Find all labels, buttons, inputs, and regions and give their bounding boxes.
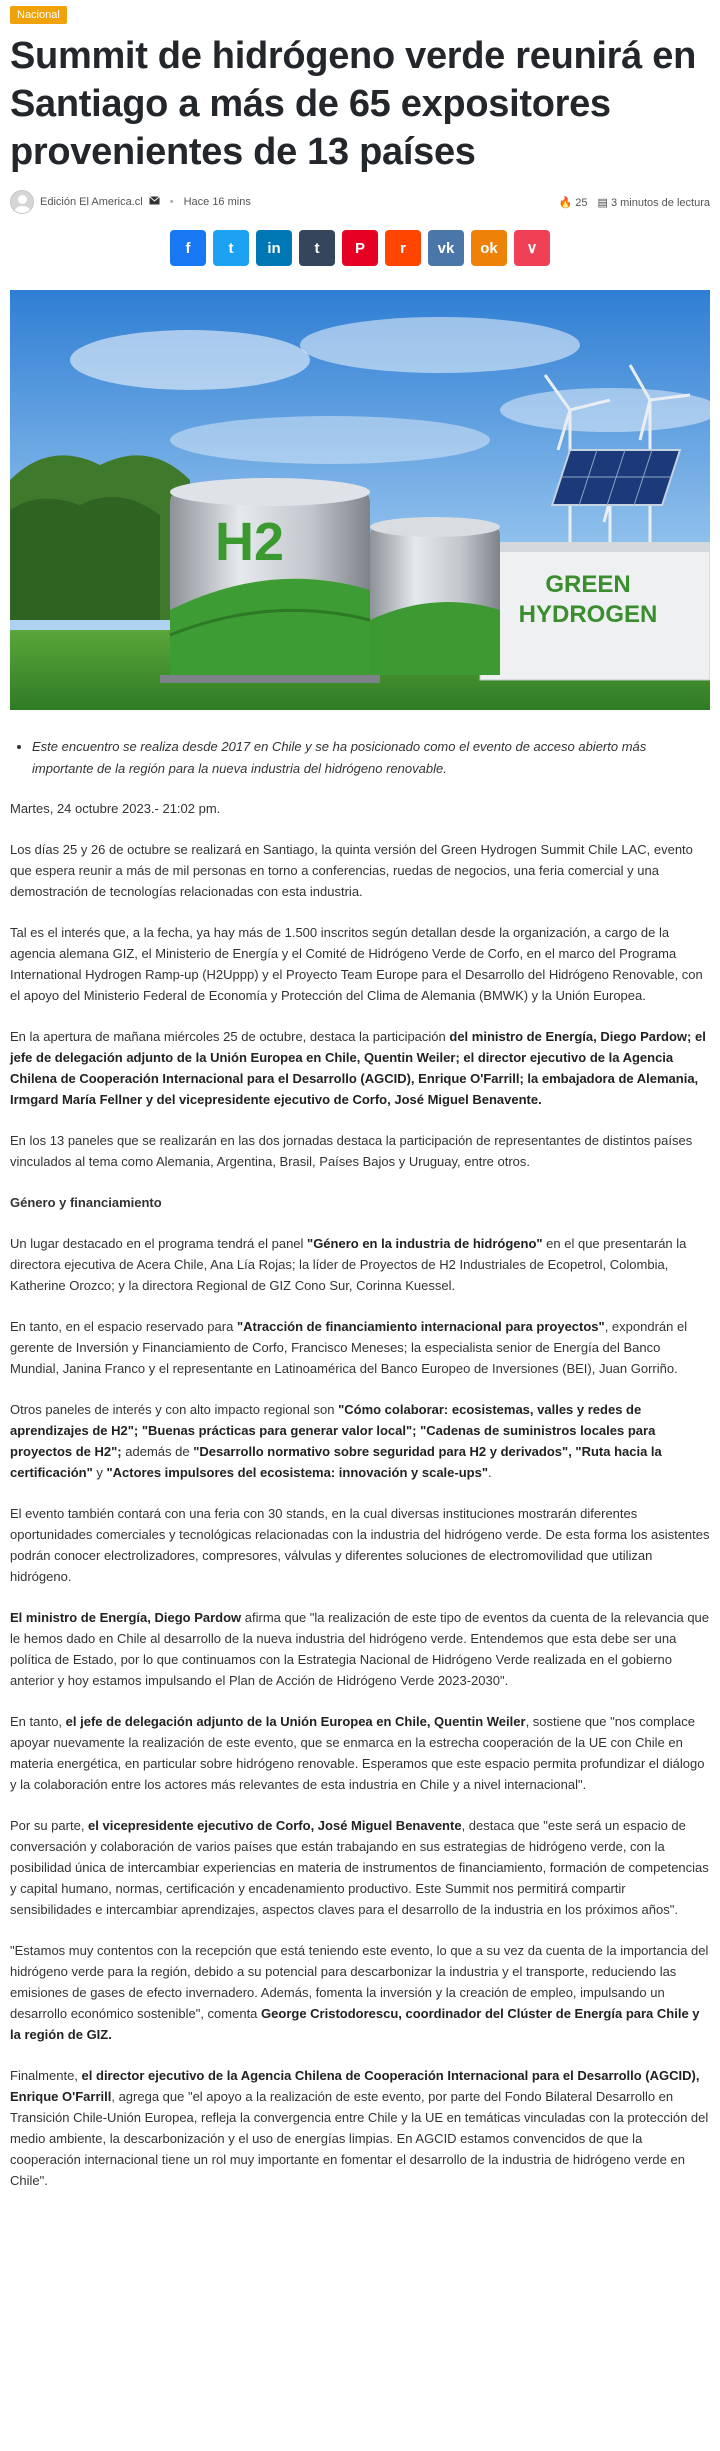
- text: , destaca que "este será un espacio de conversación y colaboración de varios países que están trabajando en sus estrategias de hidrógeno verde, con la posibilidad única de intercambiar experiencias en materia de instrumentos de financiamiento, formación de competencias y capital humano, normas, certificación y encadenamiento productivo. Este Summit nos permitirá compartir sensibilidades e intercambiar aprendizajes, aspectos claves para el desarrollo de la industria en los próximos años".: [10, 1818, 709, 1917]
- meta-right: [558, 196, 710, 209]
- pinterest-icon: P: [354, 239, 365, 257]
- linkedin-share-button[interactable]: [256, 230, 292, 266]
- text: además de: [121, 1444, 194, 1459]
- share-bar: [10, 230, 710, 266]
- facebook-share-button[interactable]: [170, 230, 206, 266]
- twitter-icon: t: [228, 239, 234, 257]
- article-meta: [10, 190, 710, 214]
- vk-share-button[interactable]: [428, 230, 464, 266]
- article-paragraph: [10, 1026, 710, 1110]
- article-paragraph: [10, 922, 710, 1006]
- article-date: Martes, 24 octubre 2023.- 21:02 pm.: [10, 801, 221, 816]
- bold-text: George Cristodorescu, coordinador del Clúster de Energía para Chile y la región de GIZ.: [10, 2006, 700, 2042]
- category-badge[interactable]: Nacional: [10, 6, 67, 24]
- read-time: [597, 196, 710, 209]
- text: En la apertura de mañana miércoles 25 de octubre, destaca la participación: [10, 1029, 450, 1044]
- article-paragraph: [10, 1233, 710, 1296]
- tumblr-icon: t: [314, 239, 320, 257]
- article-paragraph: [10, 1503, 710, 1587]
- text: En tanto,: [10, 1714, 66, 1729]
- text: El evento también contará con una feria con 30 stands, en la cual diversas instituciones mostrarán diferentes oportunidades comerciales y tecnológicas relacionadas con la industria del hidrógeno verde. De esta forma los asistentes podrán conocer electrolizadores, compresores, válvulas y diferentes soluciones de electromovilidad que utilizan hidrógeno.: [10, 1506, 710, 1584]
- text: Un lugar destacado en el programa tendrá el panel: [10, 1236, 308, 1251]
- linkedin-icon: in: [267, 239, 281, 257]
- text: , sostiene que "nos complace apoyar nuevamente la realización de este evento, que se enmarca en la estrecha cooperación de la UE con Chile en materia energética, en particular sobre hidrógeno renovable. Esperamos que este espacio permita profundizar el diálogo y la colaboración entre los actores más relevantes de esta industria en Chile y a nivel internacional".: [10, 1714, 705, 1792]
- reddit-share-button[interactable]: [385, 230, 421, 266]
- article-paragraph: [10, 1711, 710, 1795]
- fire-icon: 🔥: [558, 196, 573, 209]
- article-paragraph: [10, 1815, 710, 1920]
- article-paragraph: [10, 1940, 710, 2045]
- article-paragraph: [10, 1607, 710, 1691]
- bold-text: "Género en la industria de hidrógeno": [307, 1236, 543, 1251]
- article-paragraph: [10, 1130, 710, 1172]
- sign-line2: HYDROGEN: [518, 601, 658, 628]
- bold-text: el director ejecutivo de la Agencia Chilena de Cooperación Internacional para el Desarrollo (AGCID), Enrique O'Farrill: [10, 2068, 700, 2104]
- tumblr-share-button[interactable]: [299, 230, 335, 266]
- bold-text: El ministro de Energía, Diego Pardow: [10, 1610, 242, 1625]
- text: , expondrán el gerente de Inversión y Financiamiento de Corfo, Francisco Meneses; la especialista senior de Energía del Banco Mundial, Janina Franco y el representante en Latinoamérica del Banco Europeo de Inversiones (BEI), Juan Gorriño.: [10, 1319, 688, 1376]
- meta-separator: •: [169, 196, 174, 208]
- h2-label: H2: [215, 512, 285, 572]
- article-title: Summit de hidrógeno verde reunirá en Santiago a más de 65 expositores provenientes de 13 países: [10, 35, 697, 173]
- text: En los 13 paneles que se realizarán en las dos jornadas destaca la participación de representantes de distintos países vinculados al tema como Alemania, Argentina, Brasil, Países Bajos y Uruguay, entre otros.: [10, 1133, 693, 1169]
- author-avatar[interactable]: [10, 190, 34, 214]
- article-body: [10, 839, 710, 2191]
- views-count: [558, 196, 587, 209]
- odnoklassniki-icon: ok: [480, 239, 498, 257]
- sign-line1: GREEN: [545, 571, 631, 598]
- article-paragraph: [10, 2065, 710, 2191]
- author-name[interactable]: Edición El America.cl: [40, 196, 143, 208]
- bold-text: el vicepresidente ejecutivo de Corfo, José Miguel Benavente: [88, 1818, 462, 1833]
- hero-image[interactable]: [10, 290, 710, 710]
- document-icon: ▤: [597, 196, 608, 209]
- meta-left: [10, 190, 251, 214]
- read-time-value: 3 minutos de lectura: [610, 196, 710, 209]
- section-heading: Género y financiamiento: [10, 1195, 162, 1210]
- text: Tal es el interés que, a la fecha, ya hay más de 1.500 inscritos según detallan desde la organización, a cargo de la agencia alemana GIZ, el Ministerio de Energía y el Comité de Hidrógeno Verde de Corfo, en el marco del Programa International Hydrogen Ramp-up (H2Uppp) y el Proyecto Team Europe para el Desarrollo del Hidrógeno Renovable, con el apoyo del Ministerio Federal de Economía y Protección del Clima de Alemania (BMWK) y la Unión Europea.: [10, 925, 703, 1003]
- text: Los días 25 y 26 de octubre se realizará en Santiago, la quinta versión del Green Hydrogen Summit Chile LAC, evento que espera reunir a más de mil personas en torno a conferencias, ruedas de negocios, una feria comercial y una demostración de tecnologías relacionadas con esta industria.: [10, 842, 693, 899]
- text: en el que presentarán la directora ejecutiva de Acera Chile, Ana Lía Rojas; la líder de Proyectos de H2 Industriales de Ecopetrol, Colombia, Katherine Orozco; y la directora Regional de GIZ Cono Sur, Corinna Kuessel.: [10, 1236, 687, 1293]
- text: "Estamos muy contentos con la recepción que está teniendo este evento, lo que a su vez da cuenta de la importancia del hidrógeno verde para la región, debido a su potencial para descarbonizar la industria y el transporte, reduciendo las emisiones de gases de efecto invernadero. Además, fomenta la inversión y la creación de empleo, impulsando un desarrollo económico sostenible", comenta: [10, 1943, 709, 2021]
- pocket-share-button[interactable]: [514, 230, 550, 266]
- article-paragraph: [10, 839, 710, 902]
- article-paragraph: [10, 1316, 710, 1379]
- bold-text: "Desarrollo normativo sobre seguridad para H2 y derivados", "Ruta hacia la certificación": [10, 1444, 662, 1480]
- text: Por su parte,: [10, 1818, 89, 1833]
- summary-item: • Este encuentro se realiza desde 2017 en Chile y se ha posicionado como el evento de acceso abierto más importante de la región para la nueva industria del hidrógeno renovable.: [32, 736, 710, 780]
- odnoklassniki-share-button[interactable]: [471, 230, 507, 266]
- text: .: [488, 1465, 492, 1480]
- bold-text: "Actores impulsores del ecosistema: innovación y scale-ups": [106, 1465, 488, 1480]
- article-paragraph: [10, 1399, 710, 1483]
- summary-list: [10, 736, 710, 780]
- envelope-icon[interactable]: [149, 196, 160, 208]
- reddit-icon: r: [400, 239, 406, 257]
- text: , agrega que "el apoyo a la realización de este evento, por parte del Fondo Bilateral Desarrollo en Transición Chile-Unión Europea, refleja la convergencia entre Chile y la UE en temáticas vinculadas con la protección del medio ambiente, la descarbonización y el uso de energías limpias. En AGCID estamos convencidos de que la cooperación internacional tiene un rol muy importante en fomentar el desarrollo de la industria de hidrógeno verde en Chile".: [10, 2089, 709, 2188]
- text: En tanto, en el espacio reservado para: [10, 1319, 237, 1334]
- twitter-share-button[interactable]: [213, 230, 249, 266]
- views-value: 25: [575, 196, 588, 209]
- pocket-icon: ∨: [526, 240, 538, 257]
- text: y: [92, 1465, 107, 1480]
- pinterest-share-button[interactable]: [342, 230, 378, 266]
- bold-text: del ministro de Energía, Diego Pardow; el jefe de delegación adjunto de la Unión Europea en Chile, Quentin Weiler; el director ejecutivo de la Agencia Chilena de Cooperación Internacional para el Desarrollo (AGCID), Enrique O'Farrill; la embajadora de Alemania, Irmgard María Fellner y del vicepresidente ejecutivo de Corfo, José Miguel Benavente.: [10, 1029, 706, 1107]
- vk-icon: vk: [437, 239, 455, 257]
- text: Otros paneles de interés y con alto impacto regional son: [10, 1402, 339, 1417]
- text: afirma que "la realización de este tipo de eventos da cuenta de la relevancia que le hemos dado en Chile al desarrollo de la nueva industria del hidrógeno verde. Entendemos que esta debe ser una política de Estado, por lo que continuamos con la Estrategia Nacional de Hidrógeno Verde realizada en el gobierno anterior y hoy estamos impulsando el Plan de Acción de Hidrógeno Verde 2023-2030".: [10, 1610, 710, 1688]
- facebook-icon: f: [185, 239, 191, 257]
- bold-text: "Cómo colaborar: ecosistemas, valles y redes de aprendizajes de H2"; "Buenas prácticas para generar valor local"; "Cadenas de suministros locales para proyectos de H2";: [10, 1402, 656, 1459]
- bold-text: el jefe de delegación adjunto de la Unión Europea en Chile, Quentin Weiler: [65, 1714, 526, 1729]
- text: Finalmente,: [10, 2068, 82, 2083]
- bold-text: "Atracción de financiamiento internacional para proyectos": [236, 1319, 605, 1334]
- publish-time: Hace 16 mins: [183, 196, 251, 208]
